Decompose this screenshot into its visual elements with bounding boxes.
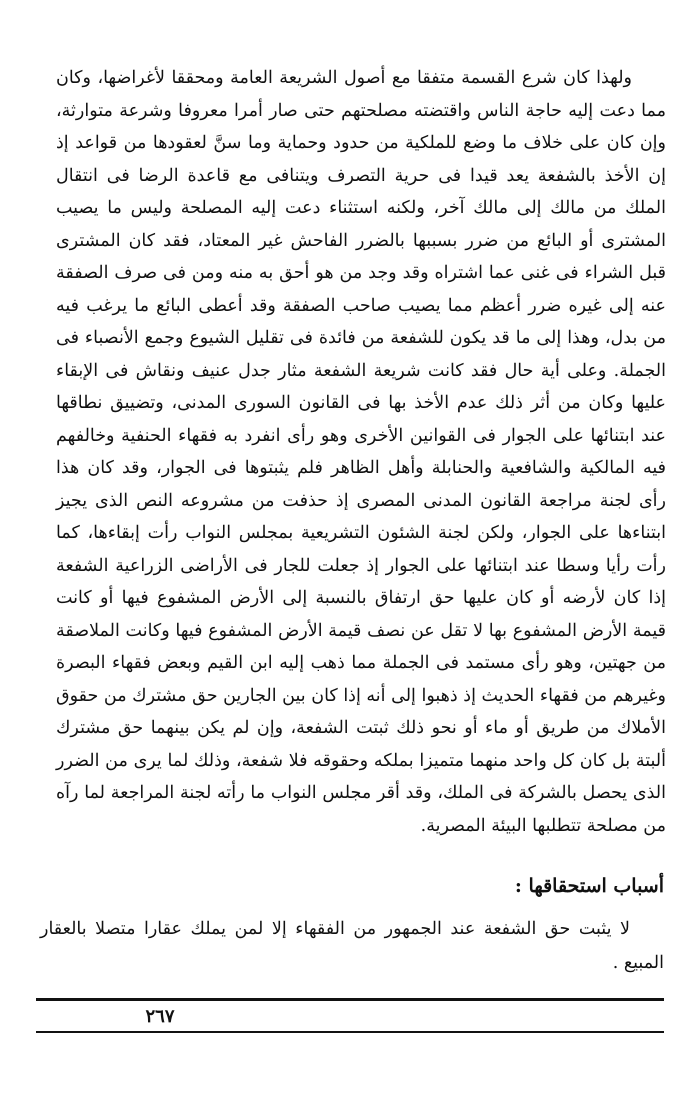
main-text-block [56, 62, 666, 842]
section-paragraph: لا يثبت حق الشفعة عند الجمهور من الفقهاء إلا لمن يملك عقارا متصلا بالعقار المبيع . [40, 919, 664, 973]
footer-rule-top [36, 998, 664, 1001]
footer-rule-bottom [36, 1031, 664, 1033]
main-paragraph: ولهذا كان شرع القسمة متفقا مع أصول الشريعة العامة ومحققا لأغراضها، وكان مما دعت إليه حاجة الناس واقتضته مصلحتهم حتى صار أمرا معروفا وشرعة متوارثة، وإن كان على خلاف ما وضع للملكية من حدود وحماية وما سنَّ لعقودها من قواعد إذ إن الأخذ بالشفعة يعد قيدا فى حرية التصرف ويتنافى مع قاعدة الرضا فى انتقال الملك من مالك إلى مالك آخر، ولكنه استثناء دعت إليه المصلحة وليس ما يصيب المشترى أو البائع من ضرر بسببها بالضرر الفاحش غير المعتاد، فقد كان المشترى قبل الشراء فى غنى عما اشتراه وقد وجد من هو أحق به منه ومن فى صرف الصفقة عنه إلى غيره ضرر أعظم مما يصيب صاحب الصفقة وقد أعطى البائع ما يرغب فيه من بدل، وهذا إلى ما قد يكون للشفعة من فائدة فى تقليل الشيوع وجمع الأنصباء فى الجملة. وعلى أية حال فقد كانت شريعة الشفعة مثار جدل عنيف ونقاش فى الإبقاء عليها وكان من أثر ذلك عدم الأخذ بها فى القانون السورى المدنى، وتضييق نطاقها عند ابتنائها على الجوار فى القوانين الأخرى وهو رأى انفرد به فقهاء الحنفية وخالفهم فيه المالكية والشافعية والحنابلة وأهل الظاهر فلم يثبتوها فى الجوار، وقد كان هذا رأى لجنة مراجعة القانون المدنى المصرى إذ حذفت من مشروعه النص الذى يجيز ابتناءها على الجوار، ولكن لجنة الشئون التشريعية بمجلس النواب رأت إبقاءها، كما رأت رأيا وسطا عند ابتنائها على الجوار إذ جعلت للجار فى الأراضى الزراعية الشفعة إذا كان لأرضه أو كان عليها حق ارتفاق بالنسبة إلى الأرض المشفوع فيها أو كانت قيمة الأرض المشفوع بها لا تقل عن نصف قيمة الأرض المشفوع فيها وكانت الملاصقة من جهتين، وهو رأى مستمد فى الجملة مما ذهب إليه ابن القيم وبعض فقهاء البصرة وغيرهم من فقهاء الحديث إذ ذهبوا إلى أنه إذا كان بين الجارين حق مشترك من حقوق الأملاك من طريق أو ماء أو نحو ذلك ثبتت الشفعة، وإن لم يكن بينهما حق مشترك ألبتة بل كان كل واحد منهما متميزا بملكه وحقوقه فلا شفعة، وذلك لما يرى من الضرر الذى يحصل بالشركة فى الملك، وقد أقر مجلس النواب ما رأته لجنة المراجعة لما رآه من مصلحة تتطلبها البيئة المصرية. [56, 68, 666, 836]
section-heading: أسباب استحقاقها : [514, 875, 664, 897]
section-text-block [40, 912, 664, 980]
page-number: ٢٦٧ [145, 1006, 175, 1027]
